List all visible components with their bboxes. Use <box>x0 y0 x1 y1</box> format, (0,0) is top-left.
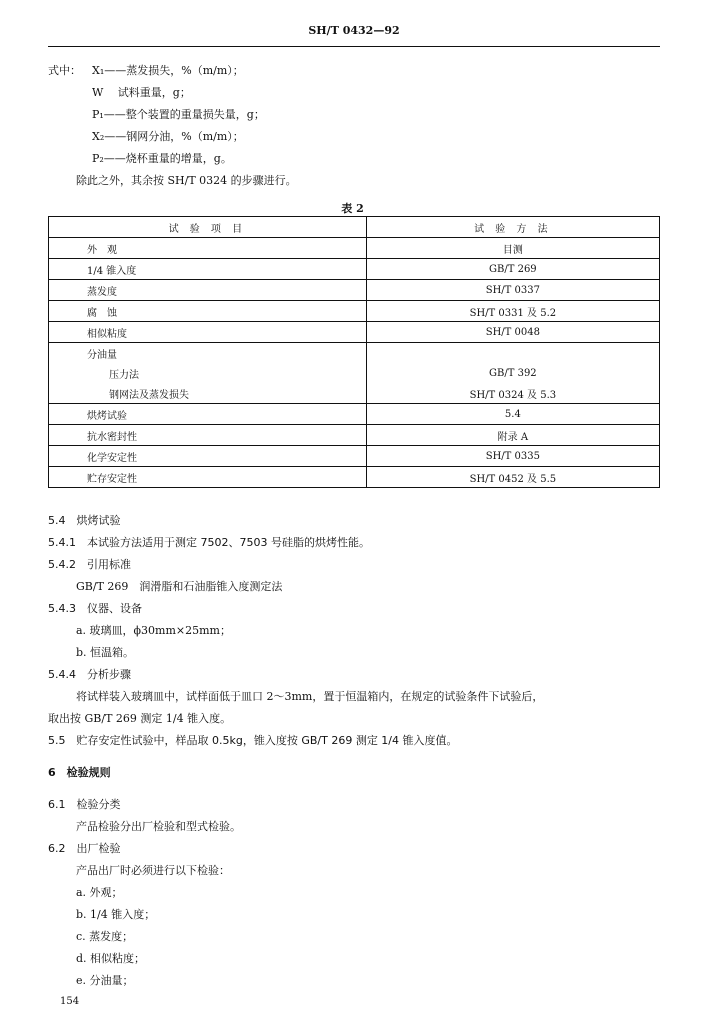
procedure-line-1: 将试样装入玻璃皿中，试样面低于皿口 2～3mm，置于恒温箱内，在规定的试验条件下试验后， <box>76 690 544 703</box>
test-method <box>366 343 659 364</box>
section-5-4-4-heading: 5.4.4 分析步骤 <box>48 668 131 681</box>
section-6-2-text: 产品出厂时必须进行以下检验： <box>76 864 230 877</box>
table-row <box>49 425 660 446</box>
test-method: SH/T 0324 及 5.3 <box>366 383 659 404</box>
test-method: SH/T 0337 <box>366 280 659 301</box>
test-item: 贮存安定性 <box>49 467 367 488</box>
apparatus-item-b: b. 恒温箱。 <box>76 646 135 659</box>
procedure-line-2: 取出按 GB/T 269 测定 1/4 锥入度。 <box>48 712 232 725</box>
table-row <box>49 322 660 343</box>
test-item: 抗水密封性 <box>49 425 367 446</box>
test-method: SH/T 0331 及 5.2 <box>366 301 659 322</box>
inspection-item-d: d. 相似粘度； <box>76 952 146 965</box>
apparatus-item-a: a. 玻璃皿，ϕ30mm×25mm； <box>76 624 231 637</box>
test-item: 烘烤试验 <box>49 404 367 425</box>
test-item: 相似粘度 <box>49 322 367 343</box>
section-6-1-heading: 6.1 检验分类 <box>48 798 121 811</box>
legend-intro: 式中： <box>48 64 81 77</box>
test-method: 附录 A <box>366 425 659 446</box>
table-row <box>49 404 660 425</box>
section-5-4-1: 5.4.1 本试验方法适用于测定 7502、7503 号硅脂的烘烤性能。 <box>48 536 370 549</box>
legend-line-p1: P₁——整个装置的重量损失量，g； <box>92 108 265 121</box>
legend-line-x2: X₂——钢网分油，%（m/m）； <box>92 130 244 143</box>
test-item: 化学安定性 <box>49 446 367 467</box>
legend-line-p2: P₂——烧杯重量的增量，g。 <box>92 152 232 165</box>
table-row <box>49 383 660 404</box>
page-number: 154 <box>60 996 80 1007</box>
test-item: 压力法 <box>49 363 367 383</box>
section-6-2-heading: 6.2 出厂检验 <box>48 842 121 855</box>
page-header <box>48 24 660 47</box>
table-row <box>49 446 660 467</box>
test-method: SH/T 0335 <box>366 446 659 467</box>
table-row <box>49 363 660 383</box>
legend-line-w: W 试料重量，g； <box>92 86 191 99</box>
inspection-item-e: e. 分油量； <box>76 974 134 987</box>
test-method: 5.4 <box>366 404 659 425</box>
test-item: 钢网法及蒸发损失 <box>49 383 367 404</box>
table-row <box>49 238 660 259</box>
legend-note: 除此之外，其余按 SH/T 0324 的步骤进行。 <box>76 174 297 187</box>
test-item: 蒸发度 <box>49 280 367 301</box>
table-row <box>49 259 660 280</box>
test-item: 腐 蚀 <box>49 301 367 322</box>
inspection-item-a: a. 外观； <box>76 886 123 899</box>
section-6-1-text: 产品检验分出厂检验和型式检验。 <box>76 820 241 833</box>
table-row <box>49 280 660 301</box>
referenced-standard: GB/T 269 润滑脂和石油脂锥入度测定法 <box>76 580 283 593</box>
table-row <box>49 467 660 488</box>
test-method: 目测 <box>366 238 659 259</box>
test-item: 分油量 <box>49 343 367 364</box>
section-5-4-2-heading: 5.4.2 引用标准 <box>48 558 131 571</box>
section-5-4-heading: 5.4 烘烤试验 <box>48 514 121 527</box>
column-header-item: 试 验 项 目 <box>49 217 367 238</box>
test-method: GB/T 269 <box>366 259 659 280</box>
table-header-row <box>49 217 660 238</box>
table-row <box>49 343 660 364</box>
section-5-4-3-heading: 5.4.3 仪器、设备 <box>48 602 142 615</box>
test-method: SH/T 0048 <box>366 322 659 343</box>
section-5-5: 5.5 贮存安定性试验中，样品取 0.5kg，锥入度按 GB/T 269 测定 1/4 锥入度值。 <box>48 734 458 747</box>
test-method: GB/T 392 <box>366 363 659 383</box>
inspection-item-c: c. 蒸发度； <box>76 930 134 943</box>
test-method-table <box>48 216 660 488</box>
column-header-method: 试 验 方 法 <box>366 217 659 238</box>
inspection-item-b: b. 1/4 锥入度； <box>76 908 156 921</box>
test-item: 1/4 锥入度 <box>49 259 367 280</box>
standard-code: SH/T 0432—92 <box>308 24 400 37</box>
test-item: 外 观 <box>49 238 367 259</box>
table-row <box>49 301 660 322</box>
table-title: 表 2 <box>341 202 364 215</box>
legend-line-x1: X₁——蒸发损失，%（m/m）； <box>92 64 244 77</box>
section-6-heading: 6 检验规则 <box>48 766 111 779</box>
test-method: SH/T 0452 及 5.5 <box>366 467 659 488</box>
